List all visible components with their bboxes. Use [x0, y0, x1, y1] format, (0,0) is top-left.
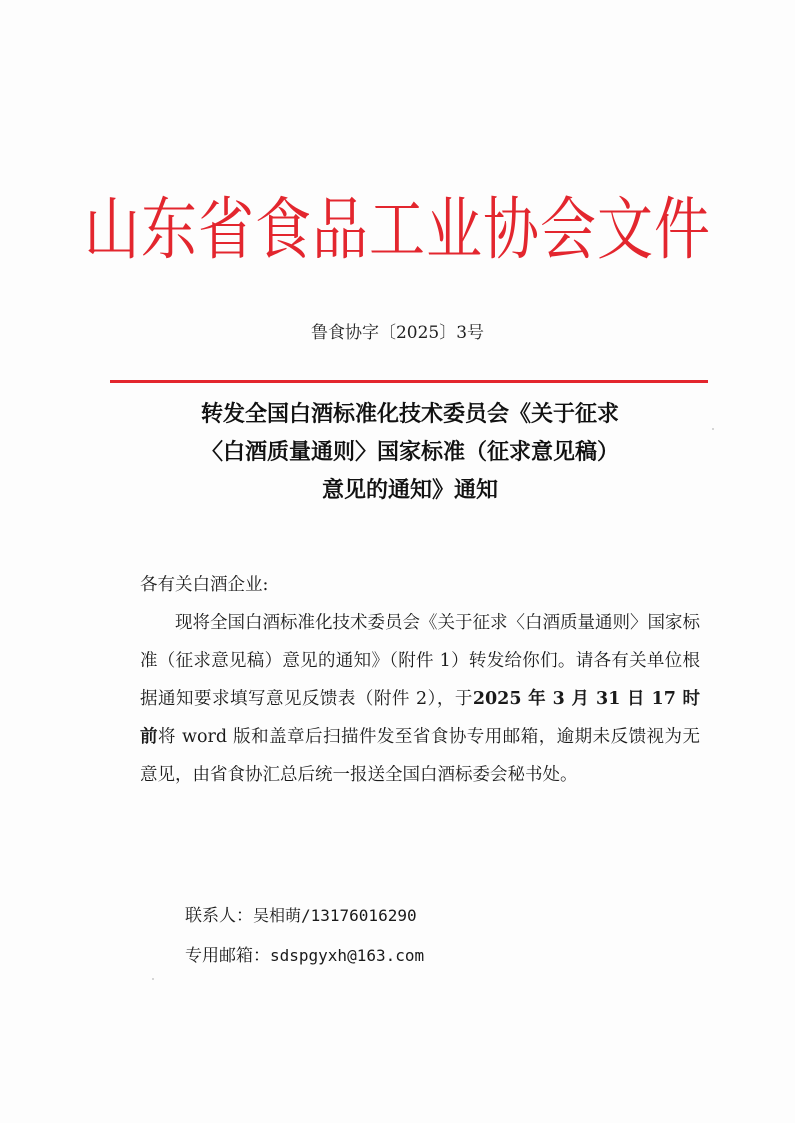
- deadline-text: 2025 年 3 月 31 日 17 时前: [140, 689, 700, 747]
- organization-masthead: 山东省食品工业协会文件: [84, 190, 711, 270]
- contact-person-value: 吴相萌/13176016290: [253, 906, 417, 925]
- title-line-2: 〈白酒质量通则〉国家标准（征求意见稿）: [200, 440, 619, 465]
- red-divider-rule: [110, 380, 708, 383]
- contact-person-row: [185, 896, 424, 936]
- title-line-3: 意见的通知》通知: [321, 478, 498, 503]
- contact-block: [185, 896, 424, 976]
- notice-body: [140, 566, 700, 794]
- notice-title: [100, 396, 720, 510]
- contact-email-label: 专用邮箱：: [185, 946, 270, 966]
- salutation: 各有关白酒企业:: [140, 575, 269, 595]
- scan-speck: [712, 428, 714, 430]
- paragraph-part-2: 将 word 版和盖章后扫描件发至省食协专用邮箱，逾期未反馈视为无意见，由省食协汇总后统一报送全国白酒标委会秘书处。: [140, 727, 700, 785]
- title-line-1: 转发全国白酒标准化技术委员会《关于征求: [200, 402, 619, 427]
- scan-speck: [152, 978, 154, 980]
- paragraph-part-1: 现将全国白酒标准化技术委员会《关于征求〈白酒质量通则〉国家标准（征求意见稿）意见的通知》（附件 1）转发给你们。请各有关单位根据通知要求填写意见反馈表（附件 2），于: [140, 613, 700, 709]
- contact-person-label: 联系人：: [185, 906, 253, 926]
- main-paragraph: [140, 604, 700, 794]
- contact-email-row: [185, 936, 424, 976]
- document-number: 鲁食协字〔2025〕3号: [310, 323, 485, 343]
- contact-email-value: sdspgyxh@163.com: [270, 946, 425, 965]
